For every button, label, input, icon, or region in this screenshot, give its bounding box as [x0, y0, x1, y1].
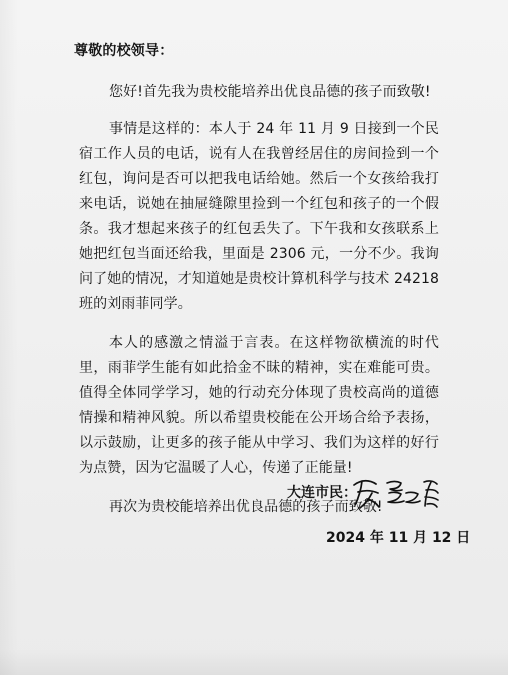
letter-paragraph-story: 事情是这样的：本人于 24 年 11 月 9 日接到一个民宿工作人员的电话，说有人在我曾经居住的房间捡到一个红包，询问是否可以把我电话给她。然后一个女孩给我打来电话，说她在抽屉缝隙里捡到一个红包和孩子的一个假条。我才想起来孩子的红包丢失了。下午我和女孩联系上她把红包当面还给我，里面是 2306 元，一分不少。我询问了她的情况，才知道她是贵校计算机科学与技术 24218 班的刘雨菲同学。	[79, 121, 439, 312]
letter-body	[79, 80, 439, 520]
letter-paragraph-greeting: 您好!首先我为贵校能培养出优良品德的孩子而致敬!	[109, 84, 431, 100]
letter-paragraph-closing: 再次为贵校能培养出优良品德的孩子而致敬!	[109, 499, 383, 515]
signature-block	[287, 475, 447, 515]
letter-paragraph-appreciation: 本人的感激之情溢于言表。在这样物欲横流的时代里，雨菲学生能有如此拾金不昧的精神，实在难能可贵。值得全体同学学习，她的行动充分体现了贵校高尚的道德情操和精神风貌。所以希望贵校能在公开场合给予表扬，以示鼓励，让更多的孩子能从中学习、我们为这样的好行为点赞，因为它温暖了人心，传递了正能量!	[79, 335, 439, 476]
handwritten-signature-icon	[348, 475, 440, 511]
page-shadow-bottom	[0, 649, 508, 675]
letter-salutation: 尊敬的校领导：	[74, 43, 174, 59]
signature-label: 大连市民：	[287, 485, 357, 501]
letter-date: 2024 年 11 月 12 日	[326, 530, 471, 546]
page-shadow-left	[0, 0, 18, 675]
